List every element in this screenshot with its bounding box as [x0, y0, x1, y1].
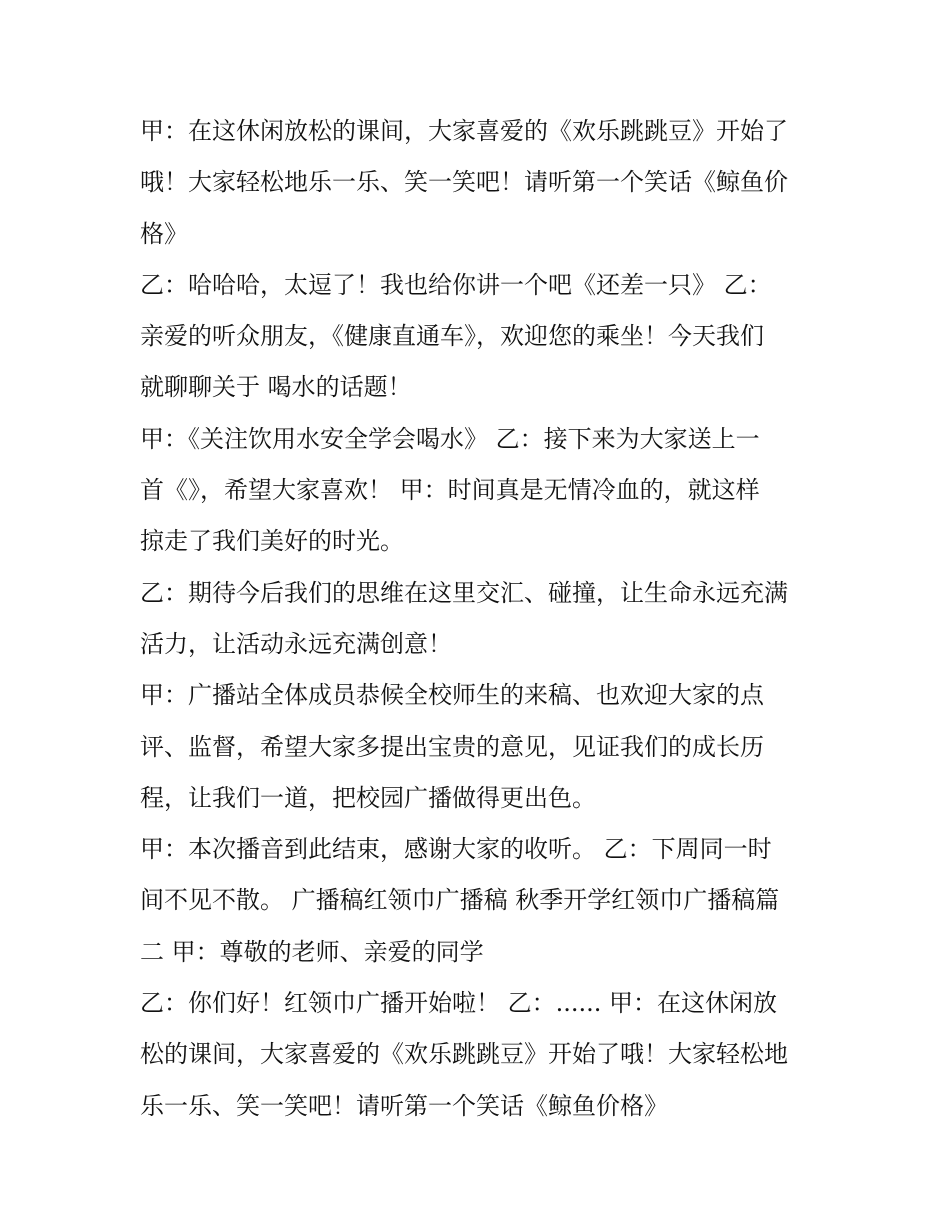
text-line: 程，让我们一道，把校园广播做得更出色。 [140, 783, 596, 812]
text-line: 乙：哈哈哈，太逗了！我也给你讲一个吧《还差一只》 乙： [140, 270, 772, 299]
text-line: 掠走了我们美好的时光。 [140, 527, 404, 556]
text-line: 哦！大家轻松地乐一乐、笑一笑吧！请听第一个笑话《鲸鱼价 [140, 168, 788, 197]
text-line: 首《》，希望大家喜欢！ 甲：时间真是无情冷血的，就这样 [140, 476, 760, 505]
text-line: 甲：广播站全体成员恭候全校师生的来稿、也欢迎大家的点 [140, 681, 764, 710]
text-line: 间不见不散。 广播稿红领巾广播稿 秋季开学红领巾广播稿篇 [140, 886, 780, 915]
text-line: 活力，让活动永远充满创意！ [140, 629, 452, 658]
document-body [140, 106, 820, 1132]
text-line: 甲：在这休闲放松的课间，大家喜爱的《欢乐跳跳豆》开始了 [140, 117, 788, 145]
text-line: 乐一乐、笑一笑吧！请听第一个笑话《鲸鱼价格》 [140, 1091, 668, 1120]
text-line: 乙：你们好！红领巾广播开始啦！ 乙：...... 甲：在这休闲放 [140, 989, 778, 1018]
text-line: 格》 [140, 219, 188, 248]
text-line: 乙：期待今后我们的思维在这里交汇、碰撞，让生命永远充满 [140, 578, 788, 607]
text-line: 亲爱的听众朋友，《健康直通车》，欢迎您的乘坐！今天我们 [140, 322, 764, 351]
text-line: 评、监督，希望大家多提出宝贵的意见，见证我们的成长历 [140, 732, 764, 761]
text-line: 就聊聊关于 喝水的话题！ [140, 373, 412, 402]
text-line: 甲：《关注饮用水安全学会喝水》 乙：接下来为大家送上一 [140, 424, 760, 453]
text-line: 松的课间，大家喜爱的《欢乐跳跳豆》开始了哦！大家轻松地 [140, 1040, 788, 1069]
text-line: 甲：本次播音到此结束，感谢大家的收听。 乙：下周同一时 [140, 835, 772, 864]
text-line: 二 甲：尊敬的老师、亲爱的同学 [140, 937, 484, 966]
